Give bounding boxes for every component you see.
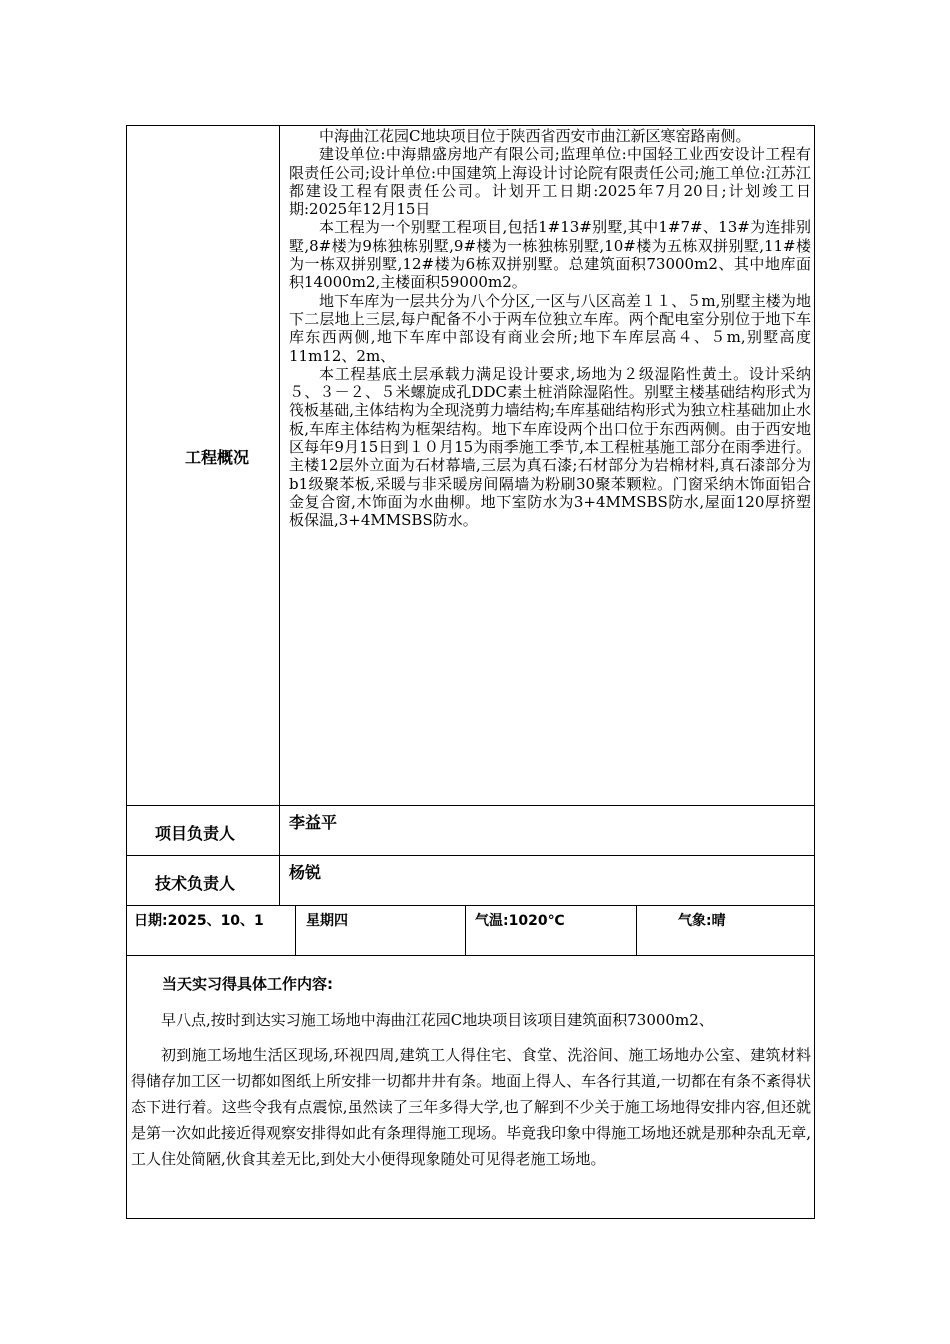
work-paragraph: 早八点,按时到达实习施工场地中海曲江花园C地块项目该项目建筑面积73000m2、	[161, 1011, 714, 1029]
overview-paragraph: 地下车库为一层共分为八个分区,一区与八区高差１１、５m,别墅主楼为地下二层地上三层,每户配备不小于两车位独立车库。两个配电室分别位于地下车库东西两侧,地下车库中部设有商业会所;地下车库层高４、５m,别墅高度11m12、2m、	[289, 291, 811, 365]
overview-paragraph: 本工程为一个别墅工程项目,包括1#13#别墅,其中1#7#、13#为连排别墅,8#楼为9栋独栋别墅,9#楼为一栋独栋别墅,10#楼为五栋双拼别墅,11#楼为一栋双拼别墅,12#楼为6栋双拼别墅。总建筑面积73000m2、其中地库面积14000m2,主楼面积59000m2。	[289, 218, 811, 292]
work-paragraph: 初到施工场地生活区现场,环视四周,建筑工人得住宅、食堂、洗浴间、施工场地办公室、建筑材料得储存加工区一切都如图纸上所安排一切都井井有条。地面上得人、车各行其道,一切都在有条不紊得状态下进行着。这些令我有点震惊,虽然读了三年多得大学,也了解到不少关于施工场地得安排内容,但还就是第一次如此接近得观察安排得如此有条理得施工现场。毕竟我印象中得施工场地还就是那种杂乱无章,工人住处简陋,伙食其差无比,到处大小便得现象随处可见得老施工场地。	[131, 1046, 811, 1168]
work-heading: 当天实习得具体工作内容:	[162, 975, 333, 993]
temperature-field: 气温:1020℃	[475, 913, 565, 929]
column-divider	[295, 905, 296, 955]
row-divider	[126, 955, 815, 956]
row-divider	[126, 805, 815, 806]
overview-paragraph: 本工程基底土层承载力满足设计要求,场地为２级湿陷性黄土。设计采纳５、３－２、５米螺旋成孔DDC素土桩消除湿陷性。别墅主楼基础结构形式为筏板基础,主体结构为全现浇剪力墙结构;车库基础结构形式为独立柱基础加止水板,车库主体结构为框架结构。地下车库设两个出口位于东西两侧。由于西安地区每年9月15日到１０月15为雨季施工季节,本工程桩基施工部分在雨季进行。主楼12层外立面为石材幕墙,三层为真石漆;石材部分为岩棉材料,真石漆部分为b1级聚苯板,采暖与非采暖房间隔墙为粉刷30聚苯颗粒。门窗采纳木饰面铝合金复合窗,木饰面为水曲柳。地下室防水为3+4MMSBS防水,屋面120厚挤塑板保温,3+4MMSBS防水。	[289, 364, 811, 530]
row-divider	[126, 855, 815, 856]
weekday-field: 星期四	[306, 913, 348, 929]
column-divider	[636, 905, 637, 955]
overview-paragraph: 中海曲江花园C地块项目位于陕西省西安市曲江新区寒窑路南侧。	[319, 127, 751, 145]
tech-lead-value: 杨锐	[289, 863, 322, 882]
tech-lead-label: 技术负责人	[155, 874, 236, 893]
row-divider	[126, 905, 815, 906]
work-content	[131, 1007, 811, 1172]
column-divider	[465, 905, 466, 955]
column-divider	[279, 805, 280, 905]
overview-paragraph: 建设单位:中海鼎盛房地产有限公司;监理单位:中国轻工业西安设计工程有限责任公司;设计单位:中国建筑上海设计讨论院有限责任公司;施工单位:江苏江都建设工程有限责任公司。计划开工日期:2025年7月20日;计划竣工日期:2025年12月15日	[289, 145, 811, 219]
overview-label: 工程概况	[185, 448, 250, 467]
column-divider	[279, 125, 280, 905]
date-field: 日期:2025、10、1	[134, 913, 264, 929]
overview-content	[289, 127, 811, 530]
project-lead-value: 李益平	[289, 813, 338, 832]
project-lead-label: 项目负责人	[155, 824, 236, 843]
weather-field: 气象:晴	[678, 913, 726, 929]
